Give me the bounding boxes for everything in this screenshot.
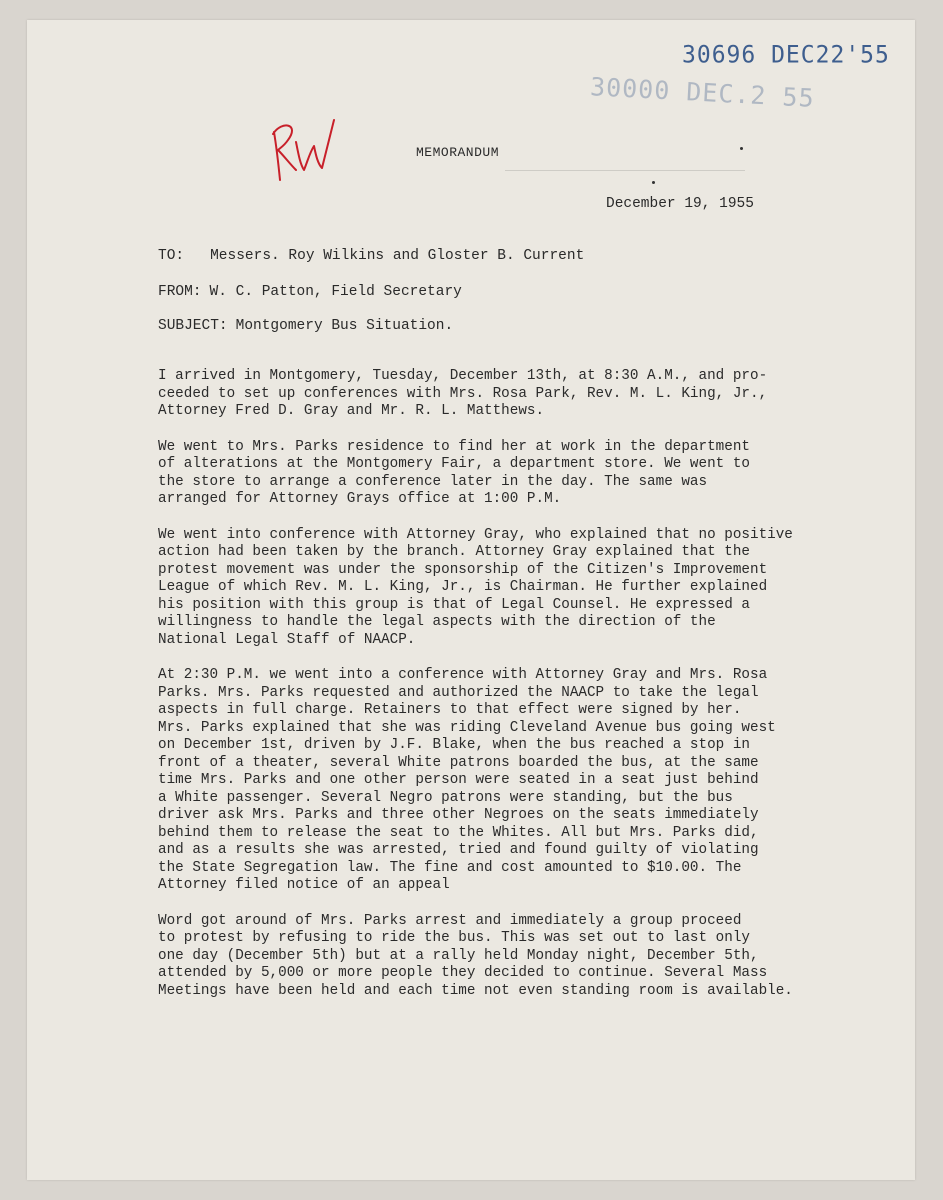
body-line: his position with this group is that of Legal Counsel. He expressed a xyxy=(158,596,750,613)
body-line: We went to Mrs. Parks residence to find her at work in the department xyxy=(158,438,750,455)
body-line: League of which Rev. M. L. King, Jr., is Chairman. He further explained xyxy=(158,579,768,595)
handwritten-initials xyxy=(268,112,348,189)
body-line: Attorney filed notice of an appeal xyxy=(158,877,450,893)
initials-signature-mark xyxy=(268,112,348,184)
body-line: a White passenger. Several Negro patrons were standing, but the bus xyxy=(158,789,733,806)
body-line: National Legal Staff of NAACP. xyxy=(158,631,416,648)
body-line: of alterations at the Montgomery Fair, a department store. We went to xyxy=(158,456,750,472)
body-line: willingness to handle the legal aspects with the direction of the xyxy=(158,614,716,630)
body-line: time Mrs. Parks and one other person were seated in a seat just behind xyxy=(158,772,759,788)
body-line: Mrs. Parks explained that she was riding Cleveland Avenue bus going west xyxy=(158,719,776,736)
body-line: the store to arrange a conference later in the day. The same was xyxy=(158,473,708,490)
body-line: action had been taken by the branch. Attorney Gray explained that the xyxy=(158,544,750,560)
body-line: Attorney Fred D. Gray and Mr. R. L. Matthews. xyxy=(158,403,545,419)
body-line: behind them to release the seat to the Whites. All but Mrs. Parks did, xyxy=(158,824,759,841)
body-line: arranged for Attorney Grays office at 1:00 P.M. xyxy=(158,491,562,507)
body-line: Word got around of Mrs. Parks arrest and immediately a group proceed xyxy=(158,912,742,929)
from-label: FROM: xyxy=(158,284,202,300)
faint-rule xyxy=(505,170,745,171)
paragraph-arrival xyxy=(158,368,818,421)
body-line: protest movement was under the sponsorship of the Citizen's Improvement xyxy=(158,561,768,578)
body-line: to protest by refusing to ride the bus. This was set out to last only xyxy=(158,930,750,946)
faint-date-stamp: 30000 DEC.2 55 xyxy=(589,72,816,113)
paragraph-conference-gray xyxy=(158,527,818,650)
paragraph-parks-account xyxy=(158,667,818,895)
body-line: on December 1st, driven by J.F. Blake, when the bus reached a stop in xyxy=(158,737,750,753)
received-date-stamp: 30696 DEC22'55 xyxy=(682,41,890,69)
to-value: Messers. Roy Wilkins and Gloster B. Current xyxy=(210,248,585,264)
from-line xyxy=(158,284,462,300)
to-label: TO: xyxy=(158,248,185,264)
body-line: one day (December 5th) but at a rally held Monday night, December 5th, xyxy=(158,947,759,964)
subject-label: SUBJECT: xyxy=(158,318,228,334)
body-line: driver ask Mrs. Parks and three other Negroes on the seats immediately xyxy=(158,807,759,823)
body-line: ceeded to set up conferences with Mrs. Rosa Park, Rev. M. L. King, Jr., xyxy=(158,385,768,402)
ink-dot xyxy=(740,147,743,150)
body-line: aspects in full charge. Retainers to that effect were signed by her. xyxy=(158,702,742,718)
body-line: I arrived in Montgomery, Tuesday, December 13th, at 8:30 A.M., and pro- xyxy=(158,368,768,384)
body-line: Parks. Mrs. Parks requested and authorized the NAACP to take the legal xyxy=(158,684,759,701)
memo-title: MEMORANDUM xyxy=(416,145,500,160)
memo-body xyxy=(158,368,818,1018)
body-line: front of a theater, several White patrons boarded the bus, at the same xyxy=(158,754,759,771)
body-line: Meetings have been held and each time not even standing room is available. xyxy=(158,982,793,999)
subject-line xyxy=(158,318,453,334)
body-line: At 2:30 P.M. we went into a conference with Attorney Gray and Mrs. Rosa xyxy=(158,667,768,683)
ink-dot xyxy=(652,181,655,184)
from-value: W. C. Patton, Field Secretary xyxy=(209,284,462,300)
body-line: We went into conference with Attorney Gray, who explained that no positive xyxy=(158,526,793,543)
body-line: attended by 5,000 or more people they decided to continue. Several Mass xyxy=(158,965,768,981)
memo-date: December 19, 1955 xyxy=(606,196,754,212)
subject-value: Montgomery Bus Situation. xyxy=(235,318,454,334)
to-line xyxy=(158,248,584,264)
paragraph-protest xyxy=(158,913,818,1001)
paragraph-parks-residence xyxy=(158,439,818,509)
body-line: and as a results she was arrested, tried and found guilty of violating xyxy=(158,842,759,858)
body-line: the State Segregation law. The fine and cost amounted to $10.00. The xyxy=(158,859,742,876)
